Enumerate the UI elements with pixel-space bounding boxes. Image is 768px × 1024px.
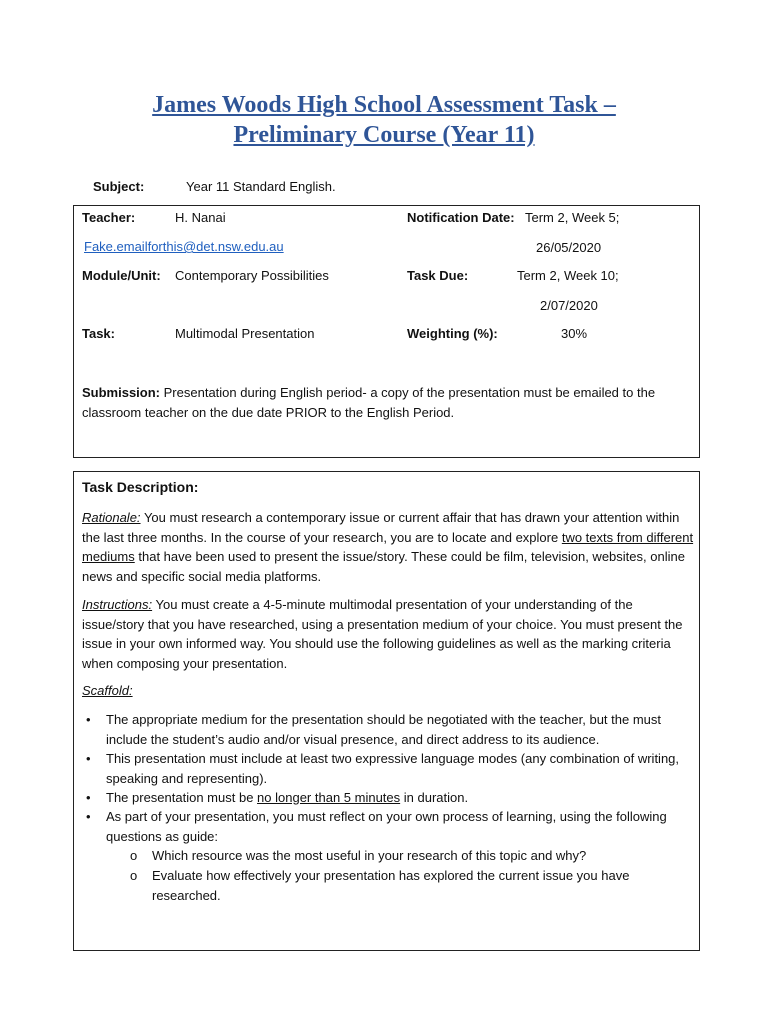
submission-paragraph	[82, 383, 694, 422]
task-label: Task:	[82, 326, 115, 341]
notification-date: 26/05/2020	[536, 240, 602, 255]
notification-label: Notification Date:	[407, 210, 515, 225]
weighting-value: 30%	[561, 326, 588, 341]
bullet-icon: •	[86, 712, 91, 727]
sub-bullet-text: Evaluate how effectively your presentation has explored the current issue you have researched.	[152, 868, 630, 903]
task-due-label: Task Due:	[407, 268, 469, 283]
rationale-text-b: that have been used to present the issue/story. These could be film, television, websites, online news and specific social media platforms.	[82, 549, 685, 584]
task-due-value: Term 2, Week 10;	[517, 268, 619, 283]
bullet3-text-b: in duration.	[403, 790, 469, 805]
rationale-text-a: You must research a contemporary issue or current affair that has drawn your attention within the last three months. In the course of your research, you are to locate and explore	[82, 510, 680, 545]
rationale-label: Rationale:	[82, 510, 141, 525]
teacher-label: Teacher:	[82, 210, 136, 225]
module-value: Contemporary Possibilities	[175, 268, 329, 283]
subject-value: Year 11 Standard English.	[186, 179, 336, 194]
bullet-text	[106, 788, 696, 808]
instructions-paragraph	[82, 595, 694, 673]
notification-value: Term 2, Week 5;	[525, 210, 620, 225]
submission-text: Presentation during English period- a copy of the presentation must be emailed to the classroom teacher on the due date PRIOR to the English Period.	[82, 385, 656, 420]
bullet-icon: •	[86, 790, 91, 805]
submission-label: Submission:	[82, 385, 161, 400]
task-due-date: 2/07/2020	[540, 298, 598, 313]
bullet-text: The appropriate medium for the presentation should be negotiated with the teacher, but the must include the student’s audio and/or visual presence, and direct address to its audience.	[106, 712, 662, 747]
circle-bullet-icon: o	[130, 848, 138, 863]
teacher-email-link[interactable]: Fake.emailforthis@det.nsw.edu.au	[84, 239, 284, 254]
rationale-paragraph	[82, 508, 694, 586]
bullet-text: As part of your presentation, you must reflect on your own process of learning, using the following questions as guide:	[106, 809, 667, 844]
teacher-value: H. Nanai	[175, 210, 226, 225]
bullet-text: This presentation must include at least two expressive language modes (any combination of writing, speaking and representing).	[106, 751, 680, 786]
sub-bullet-text: Which resource was the most useful in your research of this topic and why?	[152, 848, 587, 863]
title-line-2: Preliminary Course (Year 11)	[233, 122, 535, 148]
rationale-underlined-text: two texts from different mediums	[82, 529, 694, 564]
title-line-1: James Woods High School Assessment Task –	[152, 92, 616, 118]
weighting-label: Weighting (%):	[407, 326, 498, 341]
bullet-icon: •	[86, 809, 91, 824]
bullet3-underlined-text: no longer than 5 minutes	[257, 790, 401, 805]
bullet3-text-a: The presentation must be	[106, 790, 254, 805]
task-description-heading: Task Description:	[82, 479, 199, 495]
task-value: Multimodal Presentation	[175, 326, 315, 341]
circle-bullet-icon: o	[130, 868, 138, 883]
module-label: Module/Unit:	[82, 268, 161, 283]
bullet-icon: •	[86, 751, 91, 766]
subject-label: Subject:	[93, 179, 145, 194]
scaffold-label: Scaffold:	[82, 683, 133, 698]
instructions-text: You must create a 4-5-minute multimodal presentation of your understanding of the issue/story that you have researched, using a presentation medium of your choice. You must present the issue in your own informed way. You should use the following guidelines as well as the marking criteria when composing your presentation.	[82, 597, 683, 671]
instructions-label: Instructions:	[82, 597, 153, 612]
